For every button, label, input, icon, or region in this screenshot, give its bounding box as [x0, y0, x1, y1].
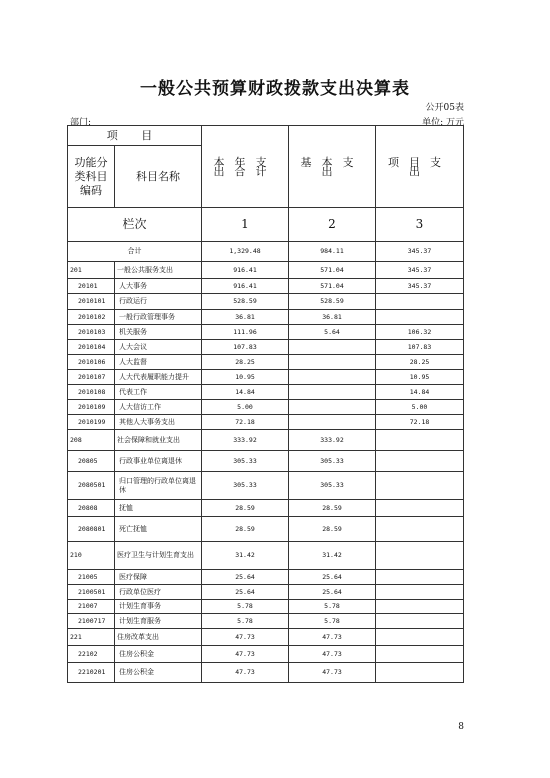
row-basic: 5.78: [289, 600, 376, 614]
row-code: 20805: [68, 451, 115, 472]
row-total: 72.18: [202, 415, 289, 430]
row-project: 345.37: [376, 262, 464, 279]
header-row-index: [68, 208, 464, 242]
row-basic: 31.42: [289, 542, 376, 570]
table-row: [68, 310, 464, 325]
total-amount: 1,329.48: [202, 242, 289, 262]
row-project: [376, 570, 464, 585]
row-name: 人大监督: [115, 355, 202, 370]
row-total: 10.95: [202, 370, 289, 385]
row-basic: 5.64: [289, 325, 376, 340]
row-project: [376, 663, 464, 683]
row-project: 10.95: [376, 370, 464, 385]
row-project: [376, 600, 464, 614]
row-name: 医疗卫生与计划生育支出: [115, 542, 202, 570]
row-code: 22102: [68, 646, 115, 663]
header-index-3: 3: [376, 208, 464, 242]
row-basic: 571.04: [289, 262, 376, 279]
row-name: 其他人大事务支出: [115, 415, 202, 430]
row-code: 201: [68, 262, 115, 279]
row-total: 25.64: [202, 585, 289, 600]
row-name: 抚恤: [115, 500, 202, 517]
row-project: [376, 542, 464, 570]
row-basic: [289, 370, 376, 385]
row-basic: 47.73: [289, 629, 376, 646]
row-total: 916.41: [202, 279, 289, 294]
table-row: [68, 400, 464, 415]
row-project: [376, 430, 464, 451]
row-project: [376, 646, 464, 663]
row-code: 20101: [68, 279, 115, 294]
table-row: [68, 262, 464, 279]
row-total: 305.33: [202, 472, 289, 500]
row-project: [376, 629, 464, 646]
header-index-2: 2: [289, 208, 376, 242]
row-name: 医疗保障: [115, 570, 202, 585]
row-basic: [289, 415, 376, 430]
table-row: [68, 472, 464, 500]
row-code: 20808: [68, 500, 115, 517]
row-project: [376, 517, 464, 542]
row-code: 2080801: [68, 517, 115, 542]
table-row: [68, 430, 464, 451]
row-basic: 28.59: [289, 517, 376, 542]
row-project: 72.18: [376, 415, 464, 430]
row-name: 社会保障和就业支出: [115, 430, 202, 451]
row-name: 机关服务: [115, 325, 202, 340]
row-name: 住房公积金: [115, 646, 202, 663]
table-row: [68, 370, 464, 385]
page-number: 8: [458, 722, 464, 732]
table-row: [68, 629, 464, 646]
row-total: 28.59: [202, 500, 289, 517]
table-row: [68, 325, 464, 340]
row-project: 5.00: [376, 400, 464, 415]
row-name: 一般公共服务支出: [115, 262, 202, 279]
row-basic: 305.33: [289, 472, 376, 500]
table-row: [68, 340, 464, 355]
table-row: [68, 385, 464, 400]
total-label: 合计: [68, 242, 202, 262]
row-code: 2100501: [68, 585, 115, 600]
row-basic: 25.64: [289, 570, 376, 585]
row-project: [376, 614, 464, 629]
total-project: 345.37: [376, 242, 464, 262]
form-number: 公开05表: [425, 103, 464, 113]
table-row: [68, 294, 464, 310]
row-code: 2010199: [68, 415, 115, 430]
table-row: [68, 517, 464, 542]
row-project: 345.37: [376, 279, 464, 294]
row-code: 2080501: [68, 472, 115, 500]
header-col-basic: 基本支出: [289, 126, 376, 208]
row-project: 28.25: [376, 355, 464, 370]
row-project: [376, 585, 464, 600]
table-row: [68, 663, 464, 683]
row-code: 2010104: [68, 340, 115, 355]
table-row: [68, 451, 464, 472]
row-basic: 47.73: [289, 663, 376, 683]
row-name: 住房公积金: [115, 663, 202, 683]
row-basic: 5.78: [289, 614, 376, 629]
table-row: [68, 542, 464, 570]
row-basic: 25.64: [289, 585, 376, 600]
row-total: 28.25: [202, 355, 289, 370]
row-name: 死亡抚恤: [115, 517, 202, 542]
row-name: 计划生育事务: [115, 600, 202, 614]
row-code: 21007: [68, 600, 115, 614]
row-code: 2010101: [68, 294, 115, 310]
row-name: 计划生育服务: [115, 614, 202, 629]
row-code: 21005: [68, 570, 115, 585]
row-name: 一般行政管理事务: [115, 310, 202, 325]
department-label: 部门:: [70, 118, 92, 128]
table-row: [68, 600, 464, 614]
row-total: 107.83: [202, 340, 289, 355]
header-index-1: 1: [202, 208, 289, 242]
row-basic: 28.59: [289, 500, 376, 517]
row-name: 住房改革支出: [115, 629, 202, 646]
row-basic: [289, 340, 376, 355]
header-subject-name: 科目名称: [115, 146, 202, 208]
table-row: [68, 355, 464, 370]
row-code: 2010108: [68, 385, 115, 400]
row-project: 14.84: [376, 385, 464, 400]
row-name: 行政运行: [115, 294, 202, 310]
row-name: 代表工作: [115, 385, 202, 400]
unit-label: 单位: 万元: [422, 118, 464, 128]
row-code: 2010103: [68, 325, 115, 340]
row-project: [376, 310, 464, 325]
row-total: 333.92: [202, 430, 289, 451]
page-title: 一般公共预算财政拨款支出决算表: [140, 79, 410, 99]
row-total: 28.59: [202, 517, 289, 542]
row-total: 916.41: [202, 262, 289, 279]
row-code: 210: [68, 542, 115, 570]
header-col-project: 项目支出: [376, 126, 464, 208]
row-total: 5.78: [202, 614, 289, 629]
row-total: 47.73: [202, 663, 289, 683]
total-basic: 984.11: [289, 242, 376, 262]
row-code: 221: [68, 629, 115, 646]
row-total: 14.84: [202, 385, 289, 400]
table-row: [68, 614, 464, 629]
table-row: [68, 585, 464, 600]
row-project: [376, 472, 464, 500]
row-name: 行政事业单位离退休: [115, 451, 202, 472]
row-code: 208: [68, 430, 115, 451]
row-basic: [289, 385, 376, 400]
row-total: 528.59: [202, 294, 289, 310]
row-total: 31.42: [202, 542, 289, 570]
table-row: [68, 500, 464, 517]
row-code: 2010109: [68, 400, 115, 415]
table-row: [68, 279, 464, 294]
row-name: 归口管理的行政单位离退休: [115, 472, 202, 500]
row-total: 47.73: [202, 646, 289, 663]
row-basic: 305.33: [289, 451, 376, 472]
row-total: 5.00: [202, 400, 289, 415]
row-total: 36.81: [202, 310, 289, 325]
row-code: 2010106: [68, 355, 115, 370]
row-name: 人大信访工作: [115, 400, 202, 415]
row-name: 行政单位医疗: [115, 585, 202, 600]
row-total: 111.96: [202, 325, 289, 340]
row-basic: 36.81: [289, 310, 376, 325]
row-basic: 571.04: [289, 279, 376, 294]
row-total: 305.33: [202, 451, 289, 472]
row-basic: 528.59: [289, 294, 376, 310]
row-name: 人大代表履职能力提升: [115, 370, 202, 385]
header-col-total: 本年支出合计: [202, 126, 289, 208]
header-row-item: [68, 126, 464, 146]
header-func-code: 功能分类科目编码: [68, 146, 115, 208]
header-item: 项 目: [68, 126, 202, 146]
row-basic: 47.73: [289, 646, 376, 663]
row-project: [376, 294, 464, 310]
row-project: [376, 451, 464, 472]
row-code: 2210201: [68, 663, 115, 683]
row-total: 5.78: [202, 600, 289, 614]
budget-table: [67, 125, 464, 683]
row-name: 人大事务: [115, 279, 202, 294]
row-code: 2100717: [68, 614, 115, 629]
header-index-label: 栏次: [68, 208, 202, 242]
row-basic: [289, 355, 376, 370]
row-code: 2010102: [68, 310, 115, 325]
row-project: [376, 500, 464, 517]
row-total: 25.64: [202, 570, 289, 585]
row-total: 47.73: [202, 629, 289, 646]
row-name: 人大会议: [115, 340, 202, 355]
table-row: [68, 570, 464, 585]
row-basic: 333.92: [289, 430, 376, 451]
table-row: [68, 646, 464, 663]
row-project: 106.32: [376, 325, 464, 340]
row-project: 107.83: [376, 340, 464, 355]
table-row: [68, 415, 464, 430]
row-basic: [289, 400, 376, 415]
row-code: 2010107: [68, 370, 115, 385]
total-row: [68, 242, 464, 262]
